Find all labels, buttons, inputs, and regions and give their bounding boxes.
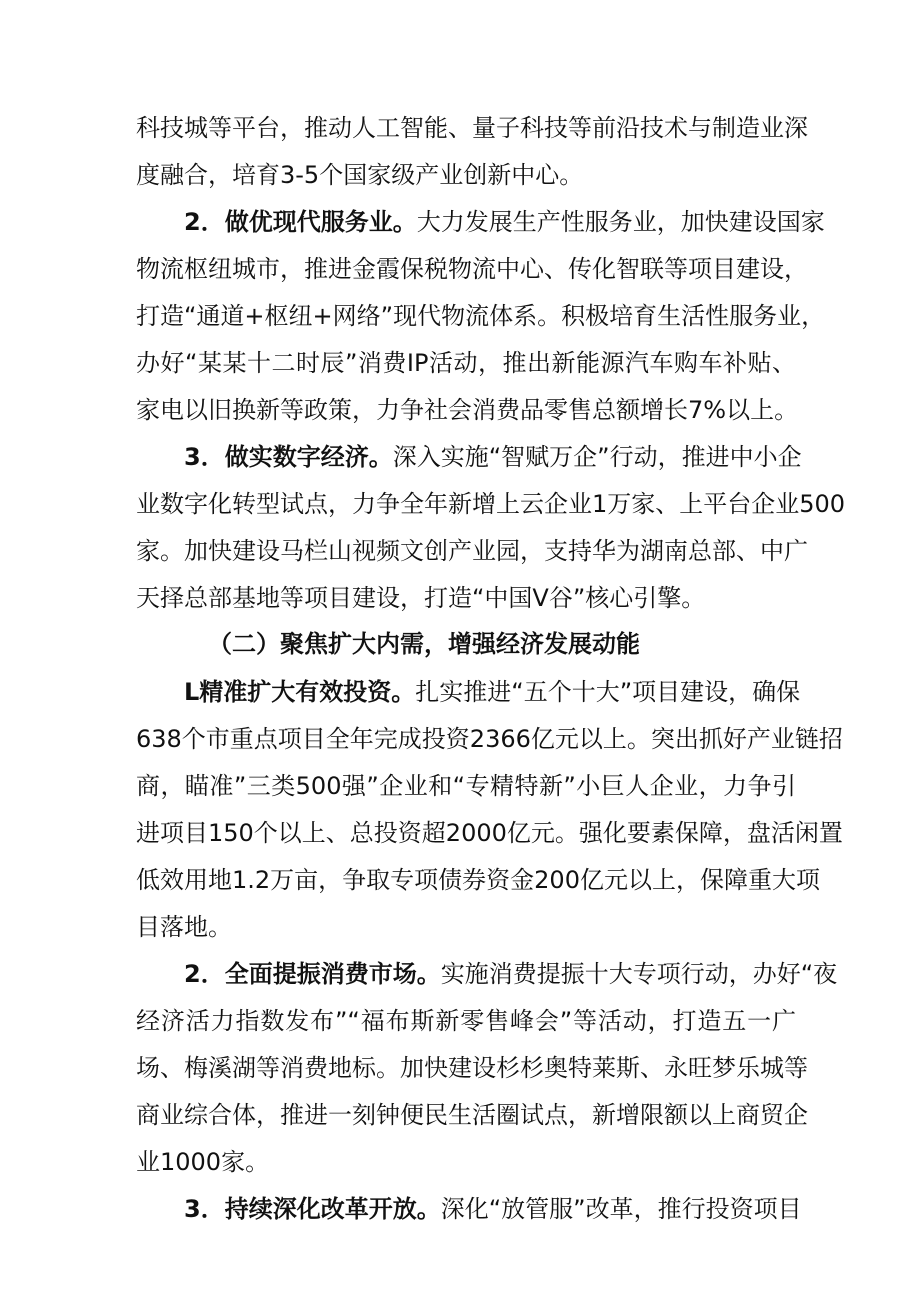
line-text: 商，瞄准”三类500强”企业和“专精特新”小巨人企业，力争引 [136,772,796,800]
line-text: 638个市重点项目全年完成投资2366亿元以上。突出抓好产业链招 [136,725,843,753]
line-text: 家电以旧换新等政策，力争社会消费品零售总额增长7%以上。 [136,396,799,424]
line-text: 扎实推进“五个十大”项目建设，确保 [415,678,801,706]
paragraph-line [136,864,820,896]
subheading-label: L精准扩大有效投资。 [184,678,416,706]
line-text: 目落地。 [136,913,232,941]
subheading-line [184,1193,802,1225]
paragraph-line [136,347,796,379]
line-text: 经济活力指数发布”“福布斯新零售峰会”等活动，打造五一广 [136,1007,796,1035]
subheading-label: 2．做优现代服务业。 [184,208,417,236]
subheading-label: 3．持续深化改革开放。 [184,1195,441,1223]
line-text: 天择总部基地等项目建设，打造“中国V谷”核心引擎。 [136,584,706,612]
paragraph-line [136,1052,808,1084]
line-text: 家。加快建设马栏山视频文创产业园，支持华为湖南总部、中广 [136,537,808,565]
line-text: 场、梅溪湖等消费地标。加快建设杉杉奥特莱斯、永旺梦乐城等 [136,1054,808,1082]
line-text: 低效用地1.2万亩，争取专项债券资金200亿元以上，保障重大项 [136,866,820,894]
subheading-line [184,958,838,990]
paragraph-line [136,817,843,849]
line-text: 大力发展生产性服务业，加快建设国家 [416,208,825,236]
paragraph-line [136,300,826,332]
line-text: 深入实施“智赋万企”行动，推进中小企 [392,443,802,471]
paragraph-line [136,582,796,614]
line-text: 深化“放管服”改革，推行投资项目 [440,1195,802,1223]
subheading-line [184,441,802,473]
paragraph-line [136,535,808,567]
paragraph-line [136,394,799,426]
line-text: 商业综合体，推进一刻钟便民生活圈试点，新增限额以上商贸企 [136,1101,808,1129]
line-text: 进项目150个以上、总投资超2000亿元。强化要素保障，盘活闲置 [136,819,843,847]
paragraph-line [136,911,796,943]
subheading-label: 3．做实数字经济。 [184,443,393,471]
paragraph-line [136,253,808,285]
line-text: 度融合，培育3-5个国家级产业创新中心。 [136,161,584,189]
line-text: 业1000家。 [136,1148,270,1176]
line-text: 打造“通道+枢纽+网络”现代物流体系。积极培育生活性服务业， [136,302,826,330]
paragraph-line [136,1099,808,1131]
paragraph-line [136,1146,796,1178]
line-text: 科技城等平台，推动人工智能、量子科技等前沿技术与制造业深 [136,114,808,142]
line-text: 办好“某某十二时辰”消费IP活动，推出新能源汽车购车补贴、 [136,349,796,377]
line-text: 物流枢纽城市，推进金霞保税物流中心、传化智联等项目建设， [136,255,808,283]
subheading-line [184,676,801,708]
paragraph-line [136,159,796,191]
subheading-label: 2．全面提振消费市场。 [184,960,441,988]
section-heading: （二）聚焦扩大内需，增强经济发展动能 [208,630,640,658]
paragraph-line [136,488,846,520]
subheading-line [184,206,825,238]
paragraph-line [136,770,796,802]
paragraph-line [136,1005,796,1037]
paragraph-line [136,723,843,755]
paragraph-line [136,112,808,144]
line-text: 业数字化转型试点，力争全年新增上云企业1万家、上平台企业500 [136,490,846,518]
line-text: 实施消费提振十大专项行动，办好“夜 [440,960,838,988]
